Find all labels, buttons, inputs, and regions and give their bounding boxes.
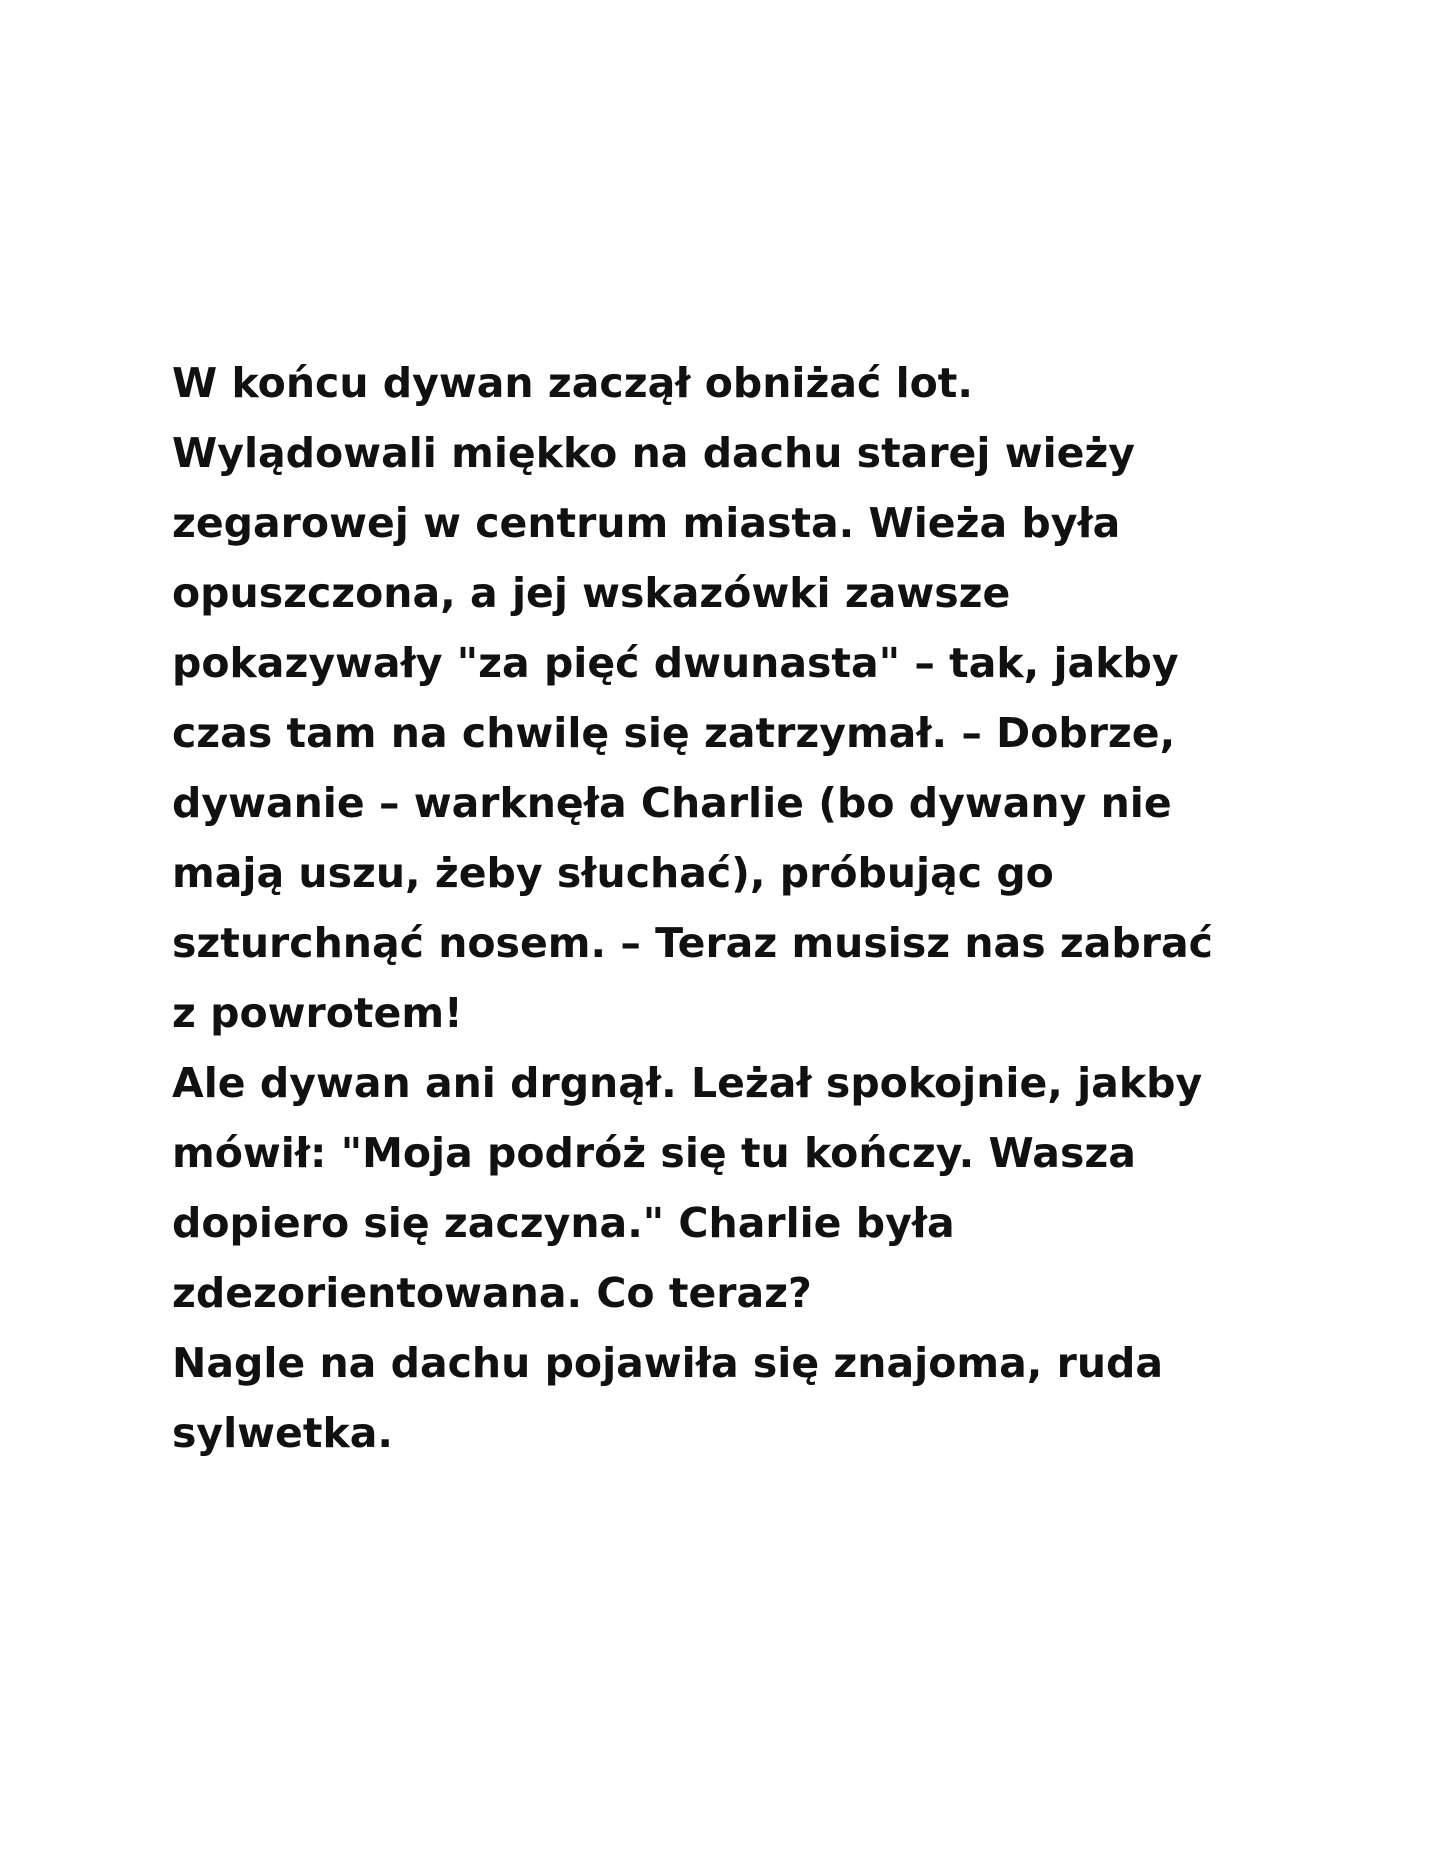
story-line: pokazywały "za pięć dwunasta" – tak, jakby [172,639,1179,687]
story-line: czas tam na chwilę się zatrzymał. – Dobrze, [172,709,1176,757]
story-line: Nagle na dachu pojawiła się znajoma, ruda [172,1339,1164,1387]
story-line: zdezorientowana. Co teraz? [172,1269,812,1317]
story-line: opuszczona, a jej wskazówki zawsze [172,569,1011,617]
story-line: mówił: "Moja podróż się tu kończy. Wasza [172,1129,1136,1177]
story-line: dywanie – warknęła Charlie (bo dywany nie [172,779,1172,827]
story-line: W końcu dywan zaczął obniżać lot. [172,359,973,407]
story-line: Wylądowali miękko na dachu starej wieży [172,429,1136,477]
story-line: Ale dywan ani drgnął. Leżał spokojnie, jakby [172,1059,1203,1107]
story-text [172,348,1312,1468]
story-line: sylwetka. [172,1409,393,1457]
story-line: szturchnąć nosem. – Teraz musisz nas zabrać [172,919,1213,967]
story-line: z powrotem! [172,989,463,1037]
story-line: zegarowej w centrum miasta. Wieża była [172,499,1121,547]
story-line: mają uszu, żeby słuchać), próbując go [172,849,1054,897]
story-line: dopiero się zaczyna." Charlie była [172,1199,955,1247]
